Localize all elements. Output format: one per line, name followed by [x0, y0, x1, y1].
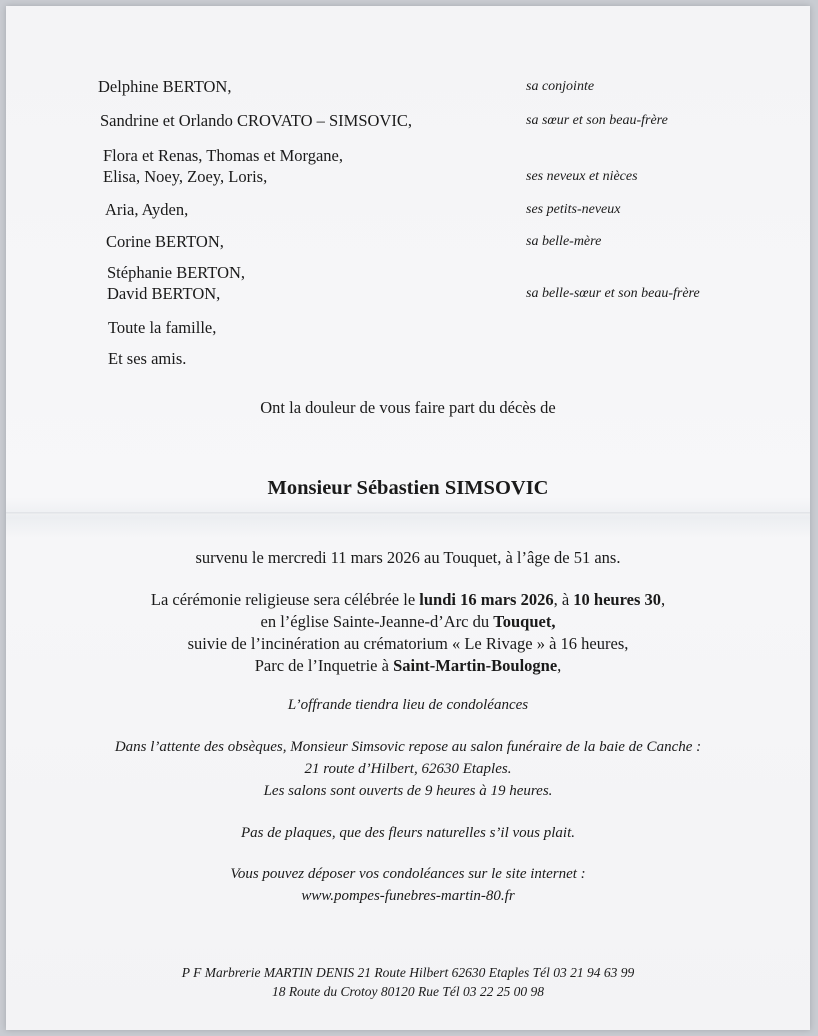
- ceremony-line-1: [6, 589, 810, 611]
- footer-line-1: P F Marbrerie MARTIN DENIS 21 Route Hilbert 62630 Etaples Tél 03 21 94 63 99: [181, 965, 635, 980]
- family-relation-1: sa conjointe: [526, 79, 595, 94]
- flowers-note: Pas de plaques, que des fleurs naturelles s’il vous plait.: [241, 825, 575, 841]
- ceremony-text: ,: [661, 590, 666, 609]
- ceremony-place: Touquet,: [493, 612, 556, 631]
- ceremony-line-4: [6, 655, 810, 677]
- death-info: survenu le mercredi 11 mars 2026 au Touquet, à l’âge de 51 ans.: [195, 548, 621, 567]
- family-entry-2: [100, 110, 412, 131]
- family-name: Corine BERTON,: [106, 232, 224, 251]
- obituary-card: [6, 6, 810, 1030]
- ceremony-text: Parc de l’Inquetrie à: [254, 656, 394, 675]
- family-name: Et ses amis.: [108, 349, 187, 368]
- fold-crease: [6, 512, 810, 515]
- family-name-line: Flora et Renas, Thomas et Morgane,: [103, 146, 343, 165]
- family-name: Aria, Ayden,: [105, 200, 189, 219]
- family-entry-7: [108, 317, 216, 338]
- deceased-name: Monsieur Sébastien SIMSOVIC: [267, 477, 549, 499]
- condolences-website: www.pompes-funebres-martin-80.fr: [301, 888, 515, 904]
- repose-address: 21 route d’Hilbert, 62630 Etaples.: [304, 761, 512, 777]
- ceremony-line-2: [6, 611, 810, 633]
- ceremony-text: en l’église Sainte-Jeanne-d’Arc du: [260, 612, 494, 631]
- repose-line-1: Dans l’attente des obsèques, Monsieur Simsovic repose au salon funéraire de la baie de Canche :: [114, 739, 702, 755]
- ceremony-line-3: suivie de l’incinération au crématorium « Le Rivage » à 16 heures,: [187, 634, 629, 653]
- family-entry-5: [106, 231, 224, 252]
- family-name: Toute la famille,: [108, 318, 217, 337]
- footer-line-2: 18 Route du Crotoy 80120 Rue Tél 03 22 25 00 98: [271, 984, 545, 999]
- announcement: Ont la douleur de vous faire part du décès de: [260, 398, 556, 417]
- family-name: Delphine BERTON,: [98, 77, 232, 96]
- offering-note: L’offrande tiendra lieu de condoléances: [287, 697, 529, 713]
- family-entry-6: [107, 262, 245, 304]
- family-entry-4: [105, 199, 188, 220]
- family-relation-6: sa belle-sœur et son beau-frère: [526, 286, 700, 301]
- family-relation-4: ses petits-neveux: [526, 202, 621, 217]
- ceremony-text: , à: [553, 590, 574, 609]
- repose-hours: Les salons sont ouverts de 9 heures à 19 heures.: [263, 783, 553, 799]
- ceremony-date: lundi 16 mars 2026: [419, 590, 554, 609]
- family-name-line: David BERTON,: [107, 284, 221, 303]
- family-relation-5: sa belle-mère: [526, 234, 602, 249]
- condolences-line: Vous pouvez déposer vos condoléances sur le site internet :: [230, 866, 586, 882]
- family-name-line: Stéphanie BERTON,: [107, 263, 246, 282]
- ceremony-text: La cérémonie religieuse sera célébrée le: [150, 590, 420, 609]
- ceremony-text: ,: [557, 656, 562, 675]
- family-name: Sandrine et Orlando CROVATO – SIMSOVIC,: [100, 111, 412, 130]
- family-entry-3: [103, 145, 343, 187]
- family-entry-8: [108, 348, 186, 369]
- family-relation-3: ses neveux et nièces: [526, 169, 638, 184]
- crematorium-place: Saint-Martin-Boulogne: [393, 656, 558, 675]
- family-entry-1: [98, 76, 231, 97]
- family-name-line: Elisa, Noey, Zoey, Loris,: [103, 167, 268, 186]
- ceremony-time: 10 heures 30: [573, 590, 661, 609]
- family-relation-2-text: sa sœur et son beau-frère: [526, 113, 668, 128]
